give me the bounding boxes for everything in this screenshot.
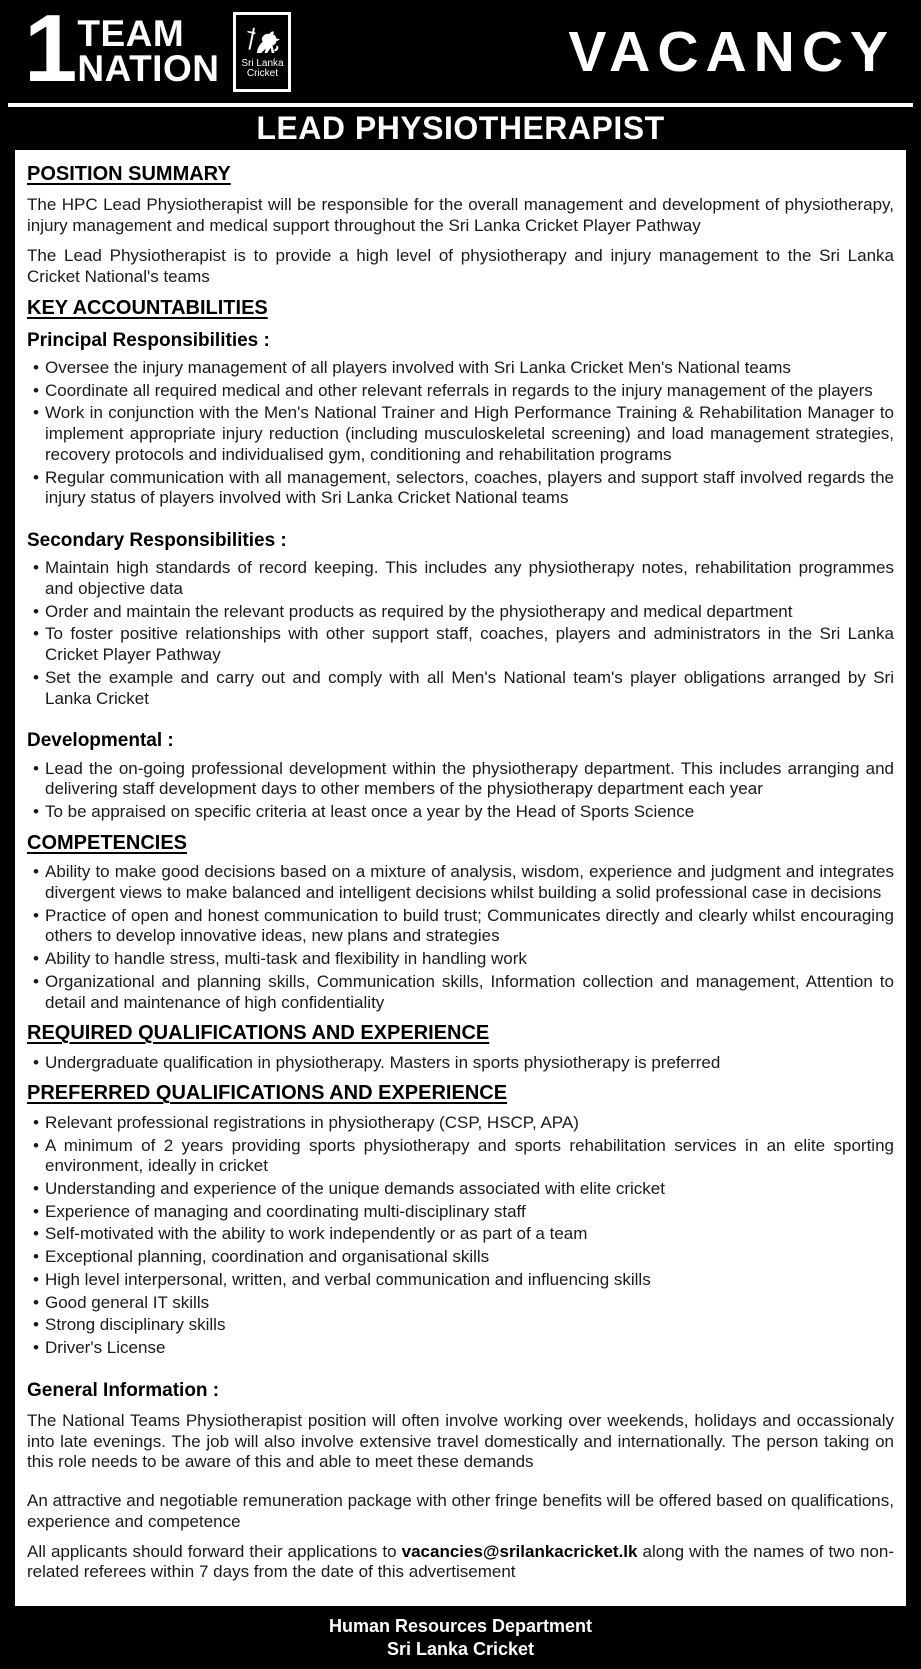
bullet-text: Strong disciplinary skills — [45, 1315, 226, 1335]
bullet-item — [27, 602, 894, 623]
bullet-text: To foster positive relationships with other support staff, coaches, players and administrators in the Sri Lanka Cricket Player Pathway — [45, 624, 894, 665]
key-accountabilities-section — [27, 296, 894, 822]
required-qualifications-section — [27, 1021, 894, 1073]
footer-line-organisation: Sri Lanka Cricket — [386, 1638, 535, 1659]
bullet-text: Undergraduate qualification in physiotherapy. Masters in sports physiotherapy is preferred — [45, 1052, 721, 1072]
bullet-icon: • — [33, 467, 39, 487]
vacancy-heading: VACANCY — [568, 19, 895, 84]
bullet-icon: • — [33, 949, 39, 969]
paragraph: The HPC Lead Physiotherapist will be responsible for the overall management and development of physiotherapy, injury management and medical support throughout the Sri Lanka Cricket Player Pathway — [27, 195, 894, 236]
logo-team-nation — [77, 13, 220, 90]
bullet-item — [27, 1315, 894, 1336]
section-heading: REQUIRED QUALIFICATIONS AND EXPERIENCE — [27, 1022, 490, 1045]
bullet-icon: • — [33, 971, 39, 991]
bullet-icon: • — [33, 380, 39, 400]
logo-team-label: TEAM — [77, 13, 185, 55]
bullet-item — [27, 1270, 894, 1291]
section-heading: POSITION SUMMARY — [27, 163, 231, 185]
bullet-icon: • — [33, 905, 39, 925]
required-bullet-list — [27, 1053, 894, 1074]
application-text-after: along with the names of two non-related referees within 7 days from the date of this advertisement — [27, 1541, 894, 1582]
bullet-text: Ability to make good decisions based on a mixture of analysis, wisdom, experience and judgment and integrates divergent views to make balanced and intelligent decisions whilst building a solid professional case in decisions — [45, 862, 894, 902]
bullet-item — [27, 759, 894, 800]
bullet-item — [27, 1338, 894, 1359]
bullet-icon: • — [33, 1178, 39, 1198]
footer — [0, 1606, 921, 1669]
bullet-text: Understanding and experience of the unique demands associated with elite cricket — [45, 1178, 665, 1198]
bullet-item — [27, 802, 894, 823]
bullet-text: To be appraised on specific criteria at least once a year by the Head of Sports Science — [45, 801, 695, 821]
sri-lanka-cricket-crest — [233, 12, 291, 92]
bullet-text: Regular communication with all management, selectors, coaches, players and support staff involved regards the injury status of players involved with Sri Lanka Cricket National teams — [45, 467, 894, 508]
bullet-item — [27, 1136, 894, 1177]
paragraph: The National Teams Physiotherapist position will often involve working over weekends, holidays and occassionaly into late evenings. The job will also involve extensive travel domestically and internationally. The person taking on this role needs to be aware of this and able to meet these demands — [27, 1411, 894, 1472]
bullet-item — [27, 1224, 894, 1245]
crest-text-line1: Sri Lanka — [241, 57, 284, 69]
bullet-icon: • — [33, 624, 39, 644]
position-summary-section — [27, 162, 894, 287]
bullet-text: Self-motivated with the ability to work independently or as part of a team — [45, 1224, 588, 1244]
subsection-heading-principal: Principal Responsibilities : — [27, 329, 270, 351]
bullet-item — [27, 1179, 894, 1200]
document-body — [15, 150, 906, 1606]
bullet-item — [27, 1293, 894, 1314]
bullet-icon: • — [33, 1224, 39, 1244]
bullet-icon: • — [33, 1052, 39, 1072]
header — [0, 0, 921, 103]
bullet-item — [27, 972, 894, 1013]
subsection-heading-secondary: Secondary Responsibilities : — [27, 530, 287, 552]
bullet-item — [27, 468, 894, 509]
general-information-section — [27, 1379, 894, 1583]
section-heading: COMPETENCIES — [27, 831, 188, 854]
bullet-icon: • — [33, 862, 39, 882]
application-text-before: All applicants should forward their applications to — [27, 1541, 402, 1561]
bullet-item — [27, 1202, 894, 1223]
paragraph: The Lead Physiotherapist is to provide a high level of physiotherapy and injury management to the Sri Lanka Cricket National's teams — [27, 245, 894, 286]
bullet-item — [27, 668, 894, 709]
competencies-bullet-list — [27, 862, 894, 1013]
bullet-icon: • — [33, 1135, 39, 1155]
one-team-one-nation-logo — [24, 0, 291, 103]
bullet-item — [27, 624, 894, 665]
bullet-icon: • — [33, 558, 39, 578]
bullet-text: Organizational and planning skills, Communication skills, Information collection and management, Attention to detail and maintenance of high confidentiality — [45, 971, 894, 1012]
bullet-item — [27, 358, 894, 379]
developmental-bullet-list — [27, 759, 894, 823]
bullet-text: Experience of managing and coordinating multi-disciplinary staff — [45, 1201, 526, 1221]
secondary-bullet-list — [27, 558, 894, 709]
competencies-section — [27, 831, 894, 1014]
bullet-icon: • — [33, 601, 39, 621]
job-title-bar — [0, 107, 921, 150]
bullet-icon: • — [33, 758, 39, 778]
crest-text-line2: Cricket — [246, 68, 279, 79]
bullet-item — [27, 1053, 894, 1074]
bullet-text: Practice of open and honest communication to build trust; Communicates directly and clearly whilst encouraging others to develop innovative ideas, new plans and strategies — [45, 905, 894, 946]
job-title: LEAD PHYSIOTHERAPIST — [256, 110, 665, 146]
bullet-text: Lead the on-going professional development within the physiotherapy department. This includes arranging and delivering staff development days to other members of the physiotherapy department each year — [45, 758, 894, 799]
bullet-text: Order and maintain the relevant products as required by the physiotherapy and medical department — [45, 601, 793, 621]
bullet-icon: • — [33, 1247, 39, 1267]
paragraph: An attractive and negotiable remuneration package with other fringe benefits will be offered based on qualifications, experience and competence — [27, 1491, 894, 1531]
bullet-icon: • — [33, 357, 39, 377]
application-email: vacancies@srilankacricket.lk — [401, 1541, 638, 1561]
logo-nation-label: NATION — [77, 48, 220, 90]
bullet-text: Coordinate all required medical and other relevant referrals in regards to the injury management of the players — [45, 380, 873, 400]
bullet-text: Relevant professional registrations in physiotherapy (CSP, HSCP, APA) — [45, 1112, 579, 1132]
bullet-item — [27, 381, 894, 402]
bullet-text: Work in conjunction with the Men's National Trainer and High Performance Training & Rehabilitation Manager to implement appropriate injury reduction (including musculoskeletal screening) and load management strategies, recovery protocols and individualised gym, conditioning and rehabilitation programs — [45, 403, 894, 464]
logo-text-block — [24, 0, 220, 103]
bullet-text: Ability to handle stress, multi-task and flexibility in handling work — [45, 949, 527, 969]
bullet-item — [27, 949, 894, 970]
bullet-icon: • — [33, 1201, 39, 1221]
bullet-item — [27, 906, 894, 947]
sri-lanka-cricket-lion-icon — [244, 24, 280, 58]
bullet-icon: • — [33, 801, 39, 821]
bullet-item — [27, 403, 894, 465]
section-heading: PREFERRED QUALIFICATIONS AND EXPERIENCE — [27, 1082, 508, 1105]
bullet-item — [27, 558, 894, 599]
logo-number-one: 1 — [24, 0, 74, 103]
principal-bullet-list — [27, 358, 894, 509]
section-heading: KEY ACCOUNTABILITIES — [27, 297, 268, 320]
bullet-text: Oversee the injury management of all players involved with Sri Lanka Cricket Men's National teams — [45, 357, 791, 377]
bullet-item — [27, 1247, 894, 1268]
bullet-text: Maintain high standards of record keeping. This includes any physiotherapy notes, rehabilitation programmes and objective data — [45, 558, 894, 598]
subsection-heading-developmental: Developmental : — [27, 730, 174, 752]
bullet-item — [27, 862, 894, 903]
subsection-heading-general-information: General Information : — [27, 1379, 220, 1401]
bullet-text: Exceptional planning, coordination and organisational skills — [45, 1247, 490, 1267]
bullet-icon: • — [33, 1338, 39, 1358]
preferred-qualifications-section — [27, 1081, 894, 1358]
bullet-icon: • — [33, 1315, 39, 1335]
bullet-text: High level interpersonal, written, and verbal communication and influencing skills — [45, 1269, 651, 1289]
bullet-icon: • — [33, 1269, 39, 1289]
bullet-item — [27, 1113, 894, 1134]
bullet-text: A minimum of 2 years providing sports physiotherapy and sports rehabilitation services in an elite sporting environment, ideally in cricket — [45, 1135, 894, 1176]
bullet-text: Driver's License — [45, 1338, 166, 1358]
footer-line-department: Human Resources Department — [328, 1616, 593, 1637]
application-paragraph — [27, 1542, 894, 1583]
bullet-icon: • — [33, 667, 39, 687]
bullet-text: Set the example and carry out and comply with all Men's National team's player obligations arranged by Sri Lanka Cricket — [45, 667, 894, 708]
bullet-icon: • — [33, 403, 39, 423]
bullet-text: Good general IT skills — [45, 1292, 210, 1312]
bullet-icon: • — [33, 1292, 39, 1312]
preferred-bullet-list — [27, 1113, 894, 1359]
bullet-icon: • — [33, 1112, 39, 1132]
